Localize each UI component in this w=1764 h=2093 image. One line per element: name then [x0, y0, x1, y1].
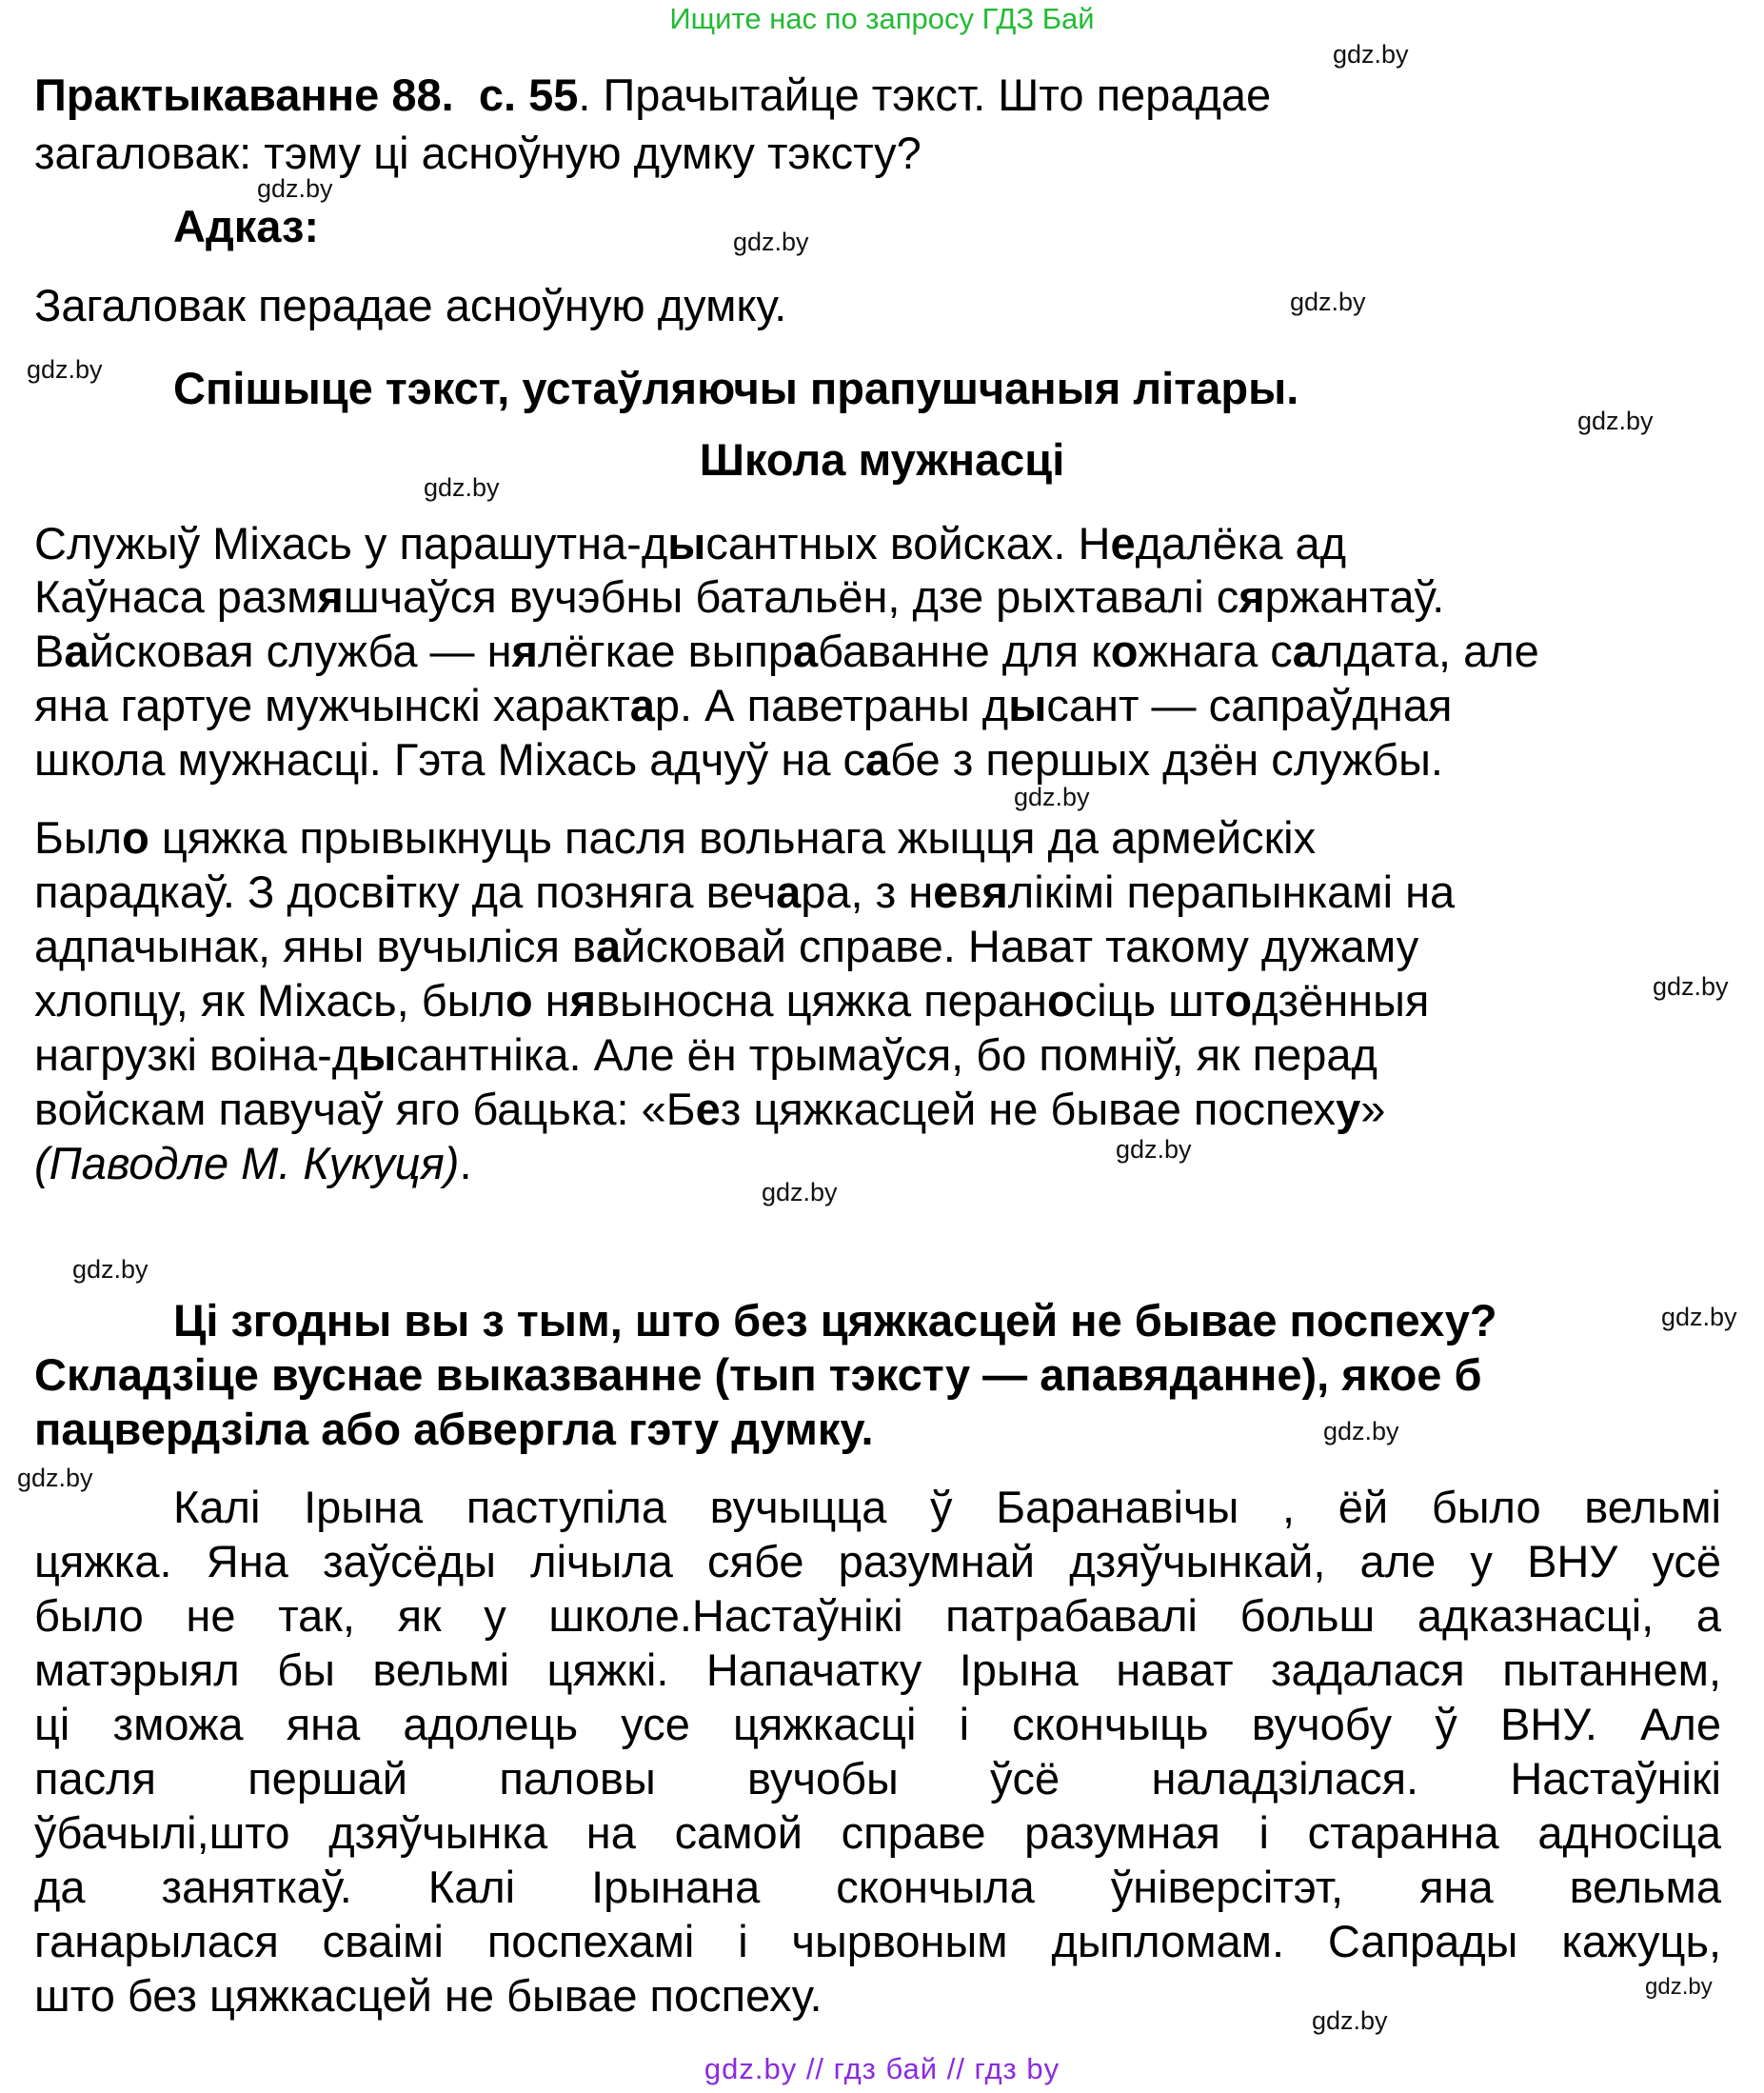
essay-line: матэрыял бы вельмі цяжкі. Напачатку Ірына нават задалася пытаннем, — [34, 1644, 1721, 1695]
watermark: gdz.by — [257, 174, 333, 203]
watermark: gdz.by — [1323, 1417, 1399, 1445]
story-line: яна гартуе мужчынскі характар. А паветраны дысант — сапраўдная — [34, 680, 1453, 730]
watermark: gdz.by — [1333, 40, 1409, 69]
task-dot: . — [578, 70, 591, 120]
task-heading — [34, 69, 1271, 122]
watermark: gdz.by — [762, 1178, 838, 1206]
story-line: Каўнаса размяшчаўся вучэбны батальён, дзе рыхтавалі сяржантаў. — [34, 571, 1445, 622]
story-line: парадкаў. З досвітку да позняга вечара, з невялікімі перапынкамі на — [34, 867, 1456, 917]
watermark: gdz.by — [1645, 1974, 1713, 2000]
instruction: Спішыце тэкст, устаўляючы прапушчаныя літары. — [173, 363, 1299, 413]
watermark: gdz.by — [1661, 1303, 1737, 1331]
story-source: (Паводле М. Кукуця). — [34, 1138, 472, 1188]
watermark: gdz.by — [72, 1255, 149, 1284]
watermark: gdz.by — [1577, 407, 1654, 435]
story-line: школа мужнасці. Гэта Міхась адчуў на сабе з першых дзён службы. — [34, 734, 1443, 785]
essay-line: да заняткаў. Калі Ірынана скончыла ўніверсітэт, яна вельма — [34, 1862, 1721, 1912]
watermark: gdz.by — [424, 473, 500, 502]
question-line: пацвердзіла або абвергла гэту думку. — [34, 1404, 874, 1454]
essay-line: Калі Ірына паступіла вучыцца ў Баранавічы , ёй было вельмі — [173, 1482, 1721, 1532]
story-line: адпачынак, яны вучыліся вайсковай справе. Нават такому дужаму — [34, 921, 1419, 971]
watermark: gdz.by — [1290, 288, 1366, 316]
story-line: войскам павучаў яго бацька: «Без цяжкасцей не бывае поспеху» — [34, 1084, 1386, 1134]
question-line: Ці згодны вы з тым, што без цяжкасцей не бывае поспеху? — [173, 1295, 1497, 1346]
story-line: нагрузкі воіна-дысантніка. Але ён трымаўся, бо помніў, як перад — [34, 1029, 1378, 1080]
task-text-1: Прачытайце тэкст. Што перадае — [590, 70, 1272, 120]
answer-text: Загаловак перадае асноўную думку. — [34, 280, 787, 330]
essay-line: ганарылася сваімі поспехамі і чырвоным дыпломам. Сапрады кажуць, — [34, 1916, 1721, 1966]
essay-line: што без цяжкасцей не бывае поспеху. — [34, 1970, 823, 2021]
watermark: gdz.by — [1116, 1135, 1192, 1164]
story-line: Вайсковая служба — нялёгкае выпрабаванне для кожнага салдата, але — [34, 626, 1539, 676]
watermark: gdz.by — [1653, 972, 1729, 1001]
essay-line: ўбачылі,што дзяўчынка на самой справе разумная і старанна адносіца — [34, 1807, 1721, 1858]
task-number: Практыкаванне 88. — [34, 70, 454, 120]
top-banner-link[interactable]: Ищите нас по запросу ГДЗ Бай — [669, 2, 1095, 35]
footer-links[interactable]: gdz.by // гдз бай // гдз by — [704, 2052, 1060, 2085]
story-line: Служыў Міхась у парашутна-дысантных войсках. Недалёка ад — [34, 518, 1347, 568]
essay-line: цяжка. Яна заўсёды лічыла сябе разумнай дзяўчынкай, але у ВНУ усё — [34, 1536, 1721, 1586]
story-line: хлопцу, як Міхась, было нявыносна цяжка пераносіць штодзённыя — [34, 975, 1430, 1026]
watermark: gdz.by — [733, 228, 809, 256]
task-page: с. 55 — [478, 70, 579, 120]
watermark: gdz.by — [17, 1464, 93, 1492]
watermark: gdz.by — [1312, 2006, 1388, 2035]
essay-line: пасля першай паловы вучобы ўсё наладзілася. Настаўнікі — [34, 1753, 1721, 1804]
task-text-2: загаловак: тэму ці асноўную думку тэксту? — [34, 128, 922, 178]
answer-label: Адказ: — [173, 201, 320, 251]
watermark: gdz.by — [1014, 783, 1090, 811]
essay-line: ці зможа яна адолець усе цяжкасці і скончыць вучобу ў ВНУ. Але — [34, 1699, 1721, 1749]
watermark: gdz.by — [27, 355, 103, 384]
story-title: Школа мужнасці — [699, 434, 1065, 485]
story-line: Было цяжка прывыкнуць пасля вольнага жыцця да армейскіх — [34, 812, 1317, 863]
essay-line: было не так, як у школе.Настаўнікі патрабавалі больш адказнасці, а — [34, 1590, 1721, 1641]
question-line: Складзіце вуснае выказванне (тып тэксту — апавяданне), якое б — [34, 1349, 1482, 1400]
